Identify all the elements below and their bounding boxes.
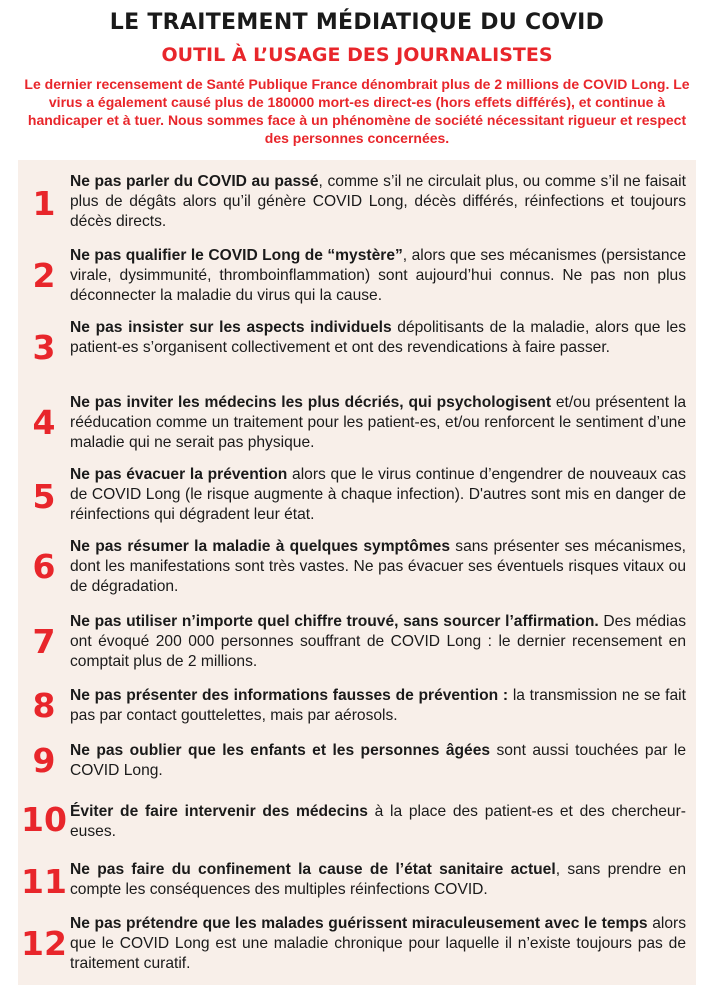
guideline-bold: Ne pas faire du confinement la cause de l’état sanitaire actuel xyxy=(70,861,556,878)
guideline-text xyxy=(70,741,686,781)
guideline-rest: la transmission ne se fait pas par contact gouttelettes, mais par aérosols. xyxy=(70,687,686,724)
guideline-bold: Ne pas inviter les médecins les plus décriés, qui psychologisent xyxy=(70,394,552,411)
guideline-text xyxy=(70,465,686,525)
guideline-number: 3 xyxy=(32,328,56,367)
guideline-rest: sans présenter ses mécanismes, dont les manifestations sont très vastes. Ne pas évacuer ses éventuels risques vitaux ou de dégradation. xyxy=(70,538,686,595)
guideline-bold: Ne pas parler du COVID au passé xyxy=(70,173,319,190)
intro-paragraph: Le dernier recensement de Santé Publique France dénombrait plus de 2 millions de COVID Long. Le virus a également causé plus de 180000 mort-es direct-es (hors effets différés), et continue à handicaper et à tuer. Nous sommes face à un phénomène de société nécessitant rigueur et respect des personnes concernées. xyxy=(24,76,690,146)
guideline-rest: à la place des patient-es et des chercheur-euses. xyxy=(70,803,686,840)
guideline-rest: , comme s’il ne circulait plus, ou comme s’il ne faisait plus de dégâts alors qu’il génère COVID Long, décès différés, réinfections et toujours décès directs. xyxy=(70,173,686,230)
guideline-number: 11 xyxy=(21,862,67,901)
guideline-text xyxy=(70,860,686,900)
guideline-rest: alors que le COVID Long est une maladie chronique pour laquelle il n’existe toujours pas de traitement curatif. xyxy=(70,915,686,972)
guideline-number: 4 xyxy=(32,403,56,442)
guideline-bold: Ne pas utiliser n’importe quel chiffre trouvé, sans sourcer l’affirmation. xyxy=(70,613,599,630)
guideline-rest: , alors que ses mécanismes (persistance virale, dysimmunité, thromboinflammation) sont aujourd’hui connus. Ne pas non plus déconnecter la maladie du virus qui la cause. xyxy=(70,247,686,304)
guideline-rest: , sans prendre en compte les conséquences des multiples réinfections COVID. xyxy=(70,861,686,898)
guideline-rest: et/ou présentent la rééducation comme un traitement pour les patient-es, et/ou renforcent le sentiment d’une maladie qui ne serait pas physique. xyxy=(70,394,686,451)
guideline-text xyxy=(70,802,686,842)
guideline-bold: Éviter de faire intervenir des médecins xyxy=(70,803,368,820)
guideline-text xyxy=(70,318,686,358)
guideline-rest: alors que le virus continue d’engendrer de nouveaux cas de COVID Long (le risque augmente à chaque infection). D'autres sont mis en danger de réinfections qui dégradent leur état. xyxy=(70,466,686,523)
guideline-text xyxy=(70,686,686,726)
guideline-number: 8 xyxy=(32,686,56,725)
guideline-bold: Ne pas qualifier le COVID Long de “mystère” xyxy=(70,247,403,264)
guideline-bold: Ne pas présenter des informations fausses de prévention : xyxy=(70,687,509,704)
guideline-bold: Ne pas résumer la maladie à quelques symptômes xyxy=(70,538,451,555)
guideline-text xyxy=(70,246,686,306)
guideline-number: 6 xyxy=(32,547,56,586)
guideline-number: 7 xyxy=(32,622,56,661)
guideline-bold: Ne pas prétendre que les malades guérissent miraculeusement avec le temps xyxy=(70,915,648,932)
guideline-bold: Ne pas évacuer la prévention xyxy=(70,466,288,483)
guideline-number: 12 xyxy=(21,924,67,963)
guideline-text xyxy=(70,612,686,672)
guideline-rest: sont aussi touchées par le COVID Long. xyxy=(70,742,686,779)
guideline-number: 2 xyxy=(32,256,56,295)
page-subtitle: OUTIL À L’USAGE DES JOURNALISTES xyxy=(161,44,553,66)
guideline-number: 9 xyxy=(32,741,56,780)
guideline-number: 1 xyxy=(32,184,56,223)
guideline-rest: dépolitisants de la maladie, alors que les patient-es s’organisent collectivement et ont des revendications à faire passer. xyxy=(70,319,686,356)
guideline-number: 5 xyxy=(32,477,56,516)
guideline-text xyxy=(70,914,686,974)
guideline-bold: Ne pas insister sur les aspects individuels xyxy=(70,319,392,336)
guideline-bold: Ne pas oublier que les enfants et les personnes âgées xyxy=(70,742,491,759)
page-title: LE TRAITEMENT MÉDIATIQUE DU COVID xyxy=(109,10,605,35)
guideline-number: 10 xyxy=(21,800,67,839)
guideline-text xyxy=(70,537,686,597)
guideline-rest: Des médias ont évoqué 200 000 personnes souffrant de COVID Long : le dernier recensement en comptait plus de 2 millions. xyxy=(70,613,686,670)
guideline-text xyxy=(70,393,686,453)
guideline-text xyxy=(70,172,686,232)
